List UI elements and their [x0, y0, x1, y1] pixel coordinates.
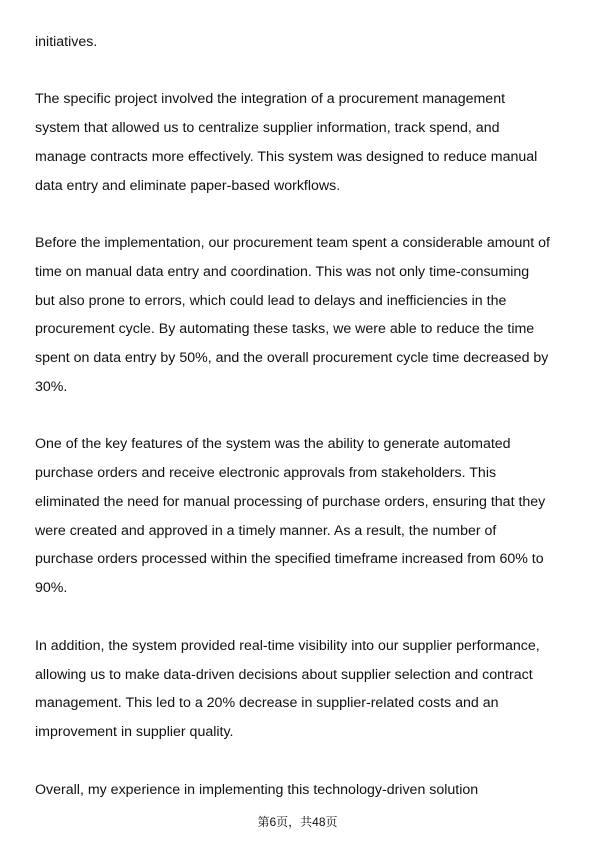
paragraph-3-line-1: Before the implementation, our procurement team spent a considerable amount of: [35, 235, 550, 251]
paragraph-3-line-6: 30%.: [35, 379, 68, 395]
paragraph-3-line-5: spent on data entry by 50%, and the overall procurement cycle time decreased by: [35, 350, 549, 366]
paragraph-4-line-4: were created and approved in a timely manner. As a result, the number of: [35, 523, 497, 539]
paragraph-2-line-1: The specific project involved the integration of a procurement management: [35, 91, 506, 107]
paragraph-4-line-3: eliminated the need for manual processing of purchase orders, ensuring that they: [35, 494, 546, 510]
paragraph-4-line-2: purchase orders and receive electronic approvals from stakeholders. This: [35, 465, 497, 481]
paragraph-5-line-3: management. This led to a 20% decrease in supplier-related costs and an: [35, 695, 499, 711]
paragraph-4-line-6: 90%.: [35, 580, 68, 596]
paragraph-2-line-4: data entry and eliminate paper-based workflows.: [35, 178, 341, 194]
paragraph-2-line-3: manage contracts more effectively. This system was designed to reduce manual: [35, 149, 538, 165]
paragraph-2-line-2: system that allowed us to centralize supplier information, track spend, and: [35, 120, 500, 136]
paragraph-1-line-1: initiatives.: [35, 34, 98, 50]
page-number-footer: 第6页，共48页: [257, 815, 338, 829]
paragraph-4-line-5: purchase orders processed within the specified timeframe increased from 60% to: [35, 551, 544, 567]
paragraph-5-line-1: In addition, the system provided real-time visibility into our supplier performance,: [35, 638, 540, 654]
paragraph-5-line-4: improvement in supplier quality.: [35, 724, 234, 740]
paragraph-4-line-1: One of the key features of the system was the ability to generate automated: [35, 436, 511, 452]
paragraph-5-line-2: allowing us to make data-driven decisions about supplier selection and contract: [35, 667, 533, 683]
paragraph-3-line-2: time on manual data entry and coordination. This was not only time-consuming: [35, 264, 530, 280]
paragraph-6-line-1: Overall, my experience in implementing this technology-driven solution: [35, 782, 479, 798]
paragraph-3-line-3: but also prone to errors, which could lead to delays and inefficiencies in the: [35, 293, 507, 309]
paragraph-3-line-4: procurement cycle. By automating these tasks, we were able to reduce the time: [35, 321, 535, 337]
